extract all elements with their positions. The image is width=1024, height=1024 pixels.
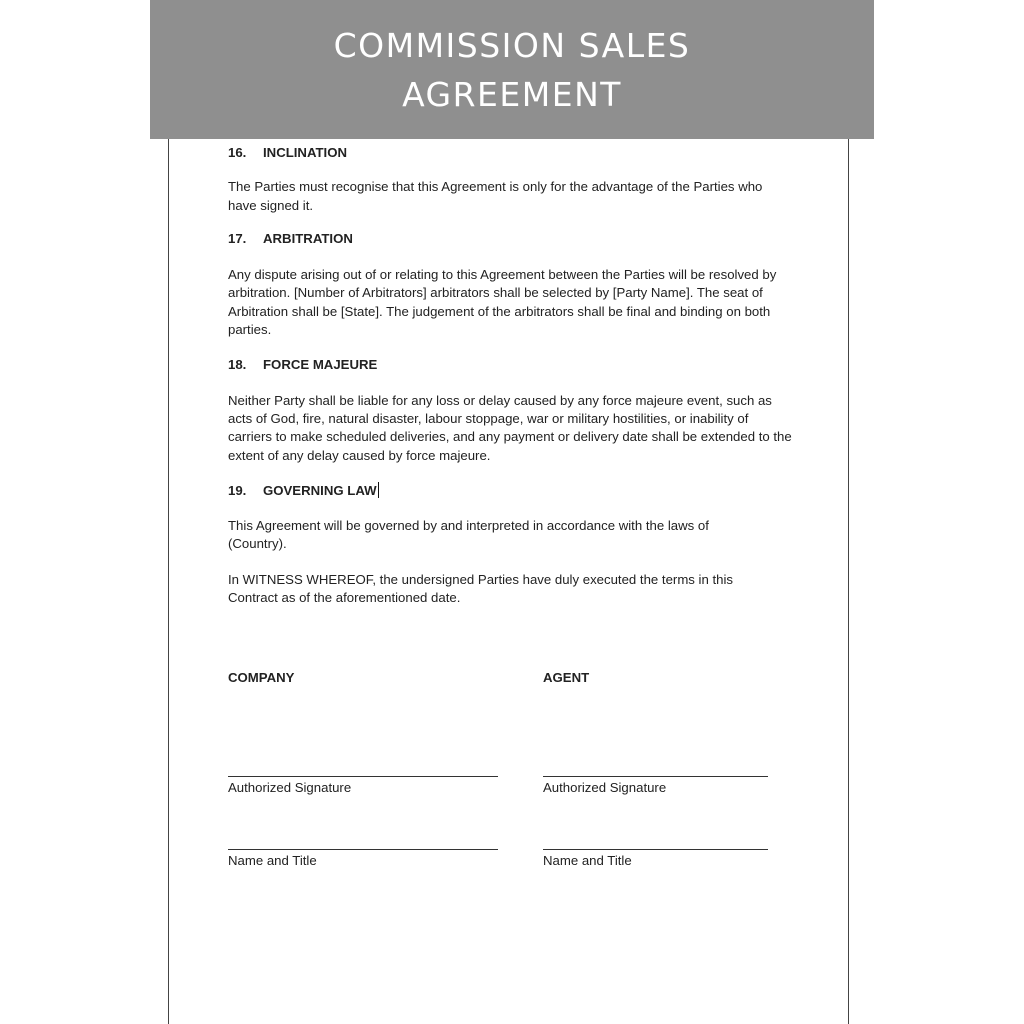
agent-name-line [543,849,768,850]
section-16-heading [228,144,798,162]
agent-name-title-label: Name and Title [543,853,632,868]
section-19-paragraph: This Agreement will be governed by and interpreted in accordance with the laws of (Country). [228,518,709,552]
section-16-paragraph: The Parties must recognise that this Agreement is only for the advantage of the Parties who have signed it. [228,179,763,213]
section-17-paragraph: Any dispute arising out of or relating to this Agreement between the Parties will be resolved by arbitration. [Number of Arbitrators] arbitrators shall be selected by [Party Name]. The seat of Arbitration shall be [State]. The judgement of the arbitrators shall be final and binding on both parties. [228,267,777,338]
agent-authorized-signature-label: Authorized Signature [543,780,667,795]
banner-title-line-2: AGREEMENT [402,74,622,114]
section-title: ARBITRATION [263,230,353,246]
section-number: 18. [228,357,247,373]
section-19-heading [228,482,798,500]
text-cursor [378,482,379,498]
witness-paragraph: In WITNESS WHEREOF, the undersigned Parties have duly executed the terms in this Contract as of the aforementioned date. [228,571,734,606]
section-title: GOVERNING LAW [263,482,377,498]
company-name-line [228,849,498,850]
title-banner [150,0,874,139]
section-number: 16. [228,145,247,160]
company-authorized-signature-label: Authorized Signature [228,780,352,795]
section-title: INCLINATION [263,145,347,160]
company-signature-title: COMPANY [228,670,295,685]
agent-signature-line [543,776,768,777]
company-signature-line [228,776,498,777]
agent-signature-title: AGENT [543,670,590,685]
section-18-paragraph: Neither Party shall be liable for any loss or delay caused by any force majeure event, such as acts of God, fire, natural disaster, labour stoppage, war or military hostilities, or inability of carriers to make scheduled deliveries, and any payment or delivery date shall be extended to the extent of any delay caused by force majeure. [228,392,792,463]
document-body [228,144,798,607]
section-title: FORCE MAJEURE [263,357,378,373]
section-number: 17. [228,230,247,246]
company-name-title-label: Name and Title [228,853,317,868]
banner-title-line-1: COMMISSION SALES [333,25,691,65]
section-18-heading [228,356,798,374]
section-17-heading [228,230,798,248]
section-number: 19. [228,482,247,498]
